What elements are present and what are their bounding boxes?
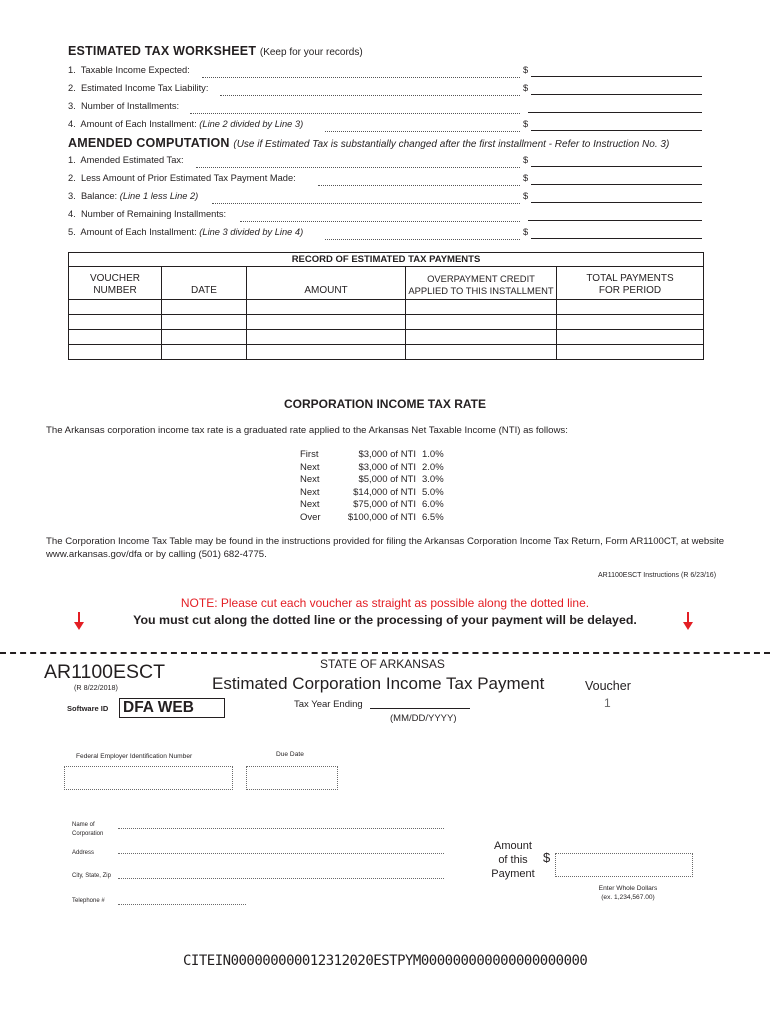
- installment-amount-field[interactable]: [531, 130, 702, 131]
- rate-footer: The Corporation Income Tax Table may be found in the instructions provided for filing the Arkansas Corporation Income Tax Return, Form AR1100CT, at website www.arkansas.gov/dfa or by calling (501) 682-4775.: [46, 536, 725, 560]
- leader-dots: [212, 191, 520, 204]
- voucher-cell[interactable]: [69, 315, 162, 330]
- rate-word: Next: [300, 499, 320, 510]
- phone-input[interactable]: [118, 904, 246, 905]
- fein-input[interactable]: [64, 766, 233, 790]
- date-cell[interactable]: [162, 300, 247, 315]
- name-label: [72, 821, 103, 838]
- line-number: 1.: [68, 65, 76, 75]
- header-line: TOTAL PAYMENTS: [586, 273, 674, 284]
- dollar-sign: $: [523, 83, 529, 93]
- amended-line-5: [68, 227, 702, 241]
- overpayment-cell[interactable]: [406, 345, 557, 360]
- rate-percent: 5.0%: [422, 486, 444, 498]
- leader-dots: [325, 227, 520, 240]
- header-line: NUMBER: [93, 285, 137, 296]
- line-number: 1.: [68, 155, 76, 165]
- rate-amount: $3,000 of NTI: [358, 449, 416, 460]
- rate-word: Next: [300, 486, 320, 498]
- taxable-income-field[interactable]: [531, 76, 702, 77]
- date-format: (MM/DD/YYYY): [390, 713, 457, 724]
- label-line: Name of: [72, 822, 95, 828]
- rate-word: Next: [300, 461, 320, 473]
- dollar-sign: $: [523, 227, 529, 237]
- label-line: Payment: [491, 868, 535, 880]
- voucher-cell[interactable]: [69, 300, 162, 315]
- amount-header: AMOUNT: [247, 267, 406, 300]
- installments-field[interactable]: [528, 112, 702, 113]
- rate-row: [300, 512, 444, 525]
- rate-word: Over: [300, 511, 321, 523]
- line-number: 4.: [68, 209, 76, 219]
- line-label: Number of Remaining Installments:: [80, 209, 227, 219]
- worksheet-note: (Keep for your records): [259, 47, 363, 58]
- rate-percent: 2.0%: [422, 461, 444, 473]
- total-cell[interactable]: [557, 315, 704, 330]
- tax-year-field[interactable]: [370, 708, 470, 709]
- payment-record-table: [68, 252, 704, 360]
- amended-heading: AMENDED COMPUTATION: [68, 136, 230, 150]
- down-arrow-icon: [74, 612, 84, 630]
- amount-cell[interactable]: [247, 330, 406, 345]
- line-label: Taxable Income Expected:: [80, 65, 190, 75]
- amount-cell[interactable]: [247, 315, 406, 330]
- leader-dots: [318, 173, 520, 186]
- rate-row: [300, 487, 444, 500]
- rate-amount: $3,000 of NTI: [358, 461, 416, 473]
- rate-row: [300, 462, 444, 475]
- header-line: FOR PERIOD: [598, 285, 662, 296]
- worksheet-line-3: [68, 101, 702, 115]
- cut-line: [0, 652, 770, 654]
- rate-percent: 6.5%: [422, 511, 444, 523]
- voucher-title: Estimated Corporation Income Tax Payment: [212, 674, 545, 693]
- amended-line-2: [68, 173, 702, 187]
- city-input[interactable]: [118, 878, 444, 879]
- overpayment-header: [406, 267, 557, 300]
- worksheet-line-4: [68, 119, 702, 133]
- total-payments-header: [557, 267, 704, 300]
- prior-payment-field[interactable]: [531, 184, 702, 185]
- amended-tax-field[interactable]: [531, 166, 702, 167]
- rate-percent: 3.0%: [422, 474, 444, 485]
- rate-amount: $100,000 of NTI: [347, 511, 416, 523]
- label-line: of this: [498, 854, 528, 866]
- address-input[interactable]: [118, 853, 444, 854]
- cut-note: NOTE: Please cut each voucher as straight as possible along the dotted line.: [180, 596, 590, 610]
- rate-row: [300, 449, 444, 462]
- date-header: DATE: [162, 267, 247, 300]
- leader-dots: [325, 119, 520, 132]
- label-line: Corporation: [72, 830, 104, 837]
- voucher-number-header: [69, 267, 162, 300]
- header-line: APPLIED TO THIS INSTALLMENT: [408, 285, 554, 296]
- fein-label: Federal Employer Identification Number: [76, 753, 193, 760]
- line-label: Balance:: [80, 191, 118, 201]
- rate-percent: 6.0%: [422, 499, 444, 510]
- line-label: Amount of Each Installment:: [80, 227, 197, 237]
- line-note: (Line 3 divided by Line 4): [199, 227, 304, 237]
- line-number: 4.: [68, 119, 76, 129]
- worksheet-title: [68, 44, 363, 58]
- table-row: [69, 300, 704, 315]
- software-id-value: DFA WEB: [123, 699, 194, 716]
- form-revision: (R 8/22/2018): [74, 683, 118, 692]
- dollar-sign: $: [523, 119, 529, 129]
- whole-dollars-note: [584, 884, 672, 902]
- name-input[interactable]: [118, 828, 444, 829]
- line-label: Amount of Each Installment:: [80, 119, 197, 129]
- voucher-cell[interactable]: [69, 330, 162, 345]
- line-number: 5.: [68, 227, 76, 237]
- table-row: [69, 345, 704, 360]
- rate-row: [300, 474, 444, 487]
- amended-title: [68, 136, 669, 150]
- state-header: STATE OF ARKANSAS: [320, 657, 445, 671]
- rate-amount: $75,000 of NTI: [353, 499, 416, 510]
- dollar-sign: $: [523, 191, 529, 201]
- amount-input[interactable]: [555, 853, 693, 877]
- line-number: 3.: [68, 101, 76, 111]
- leader-dots: [202, 65, 520, 78]
- leader-dots: [240, 209, 520, 222]
- amended-installment-field[interactable]: [531, 238, 702, 239]
- overpayment-cell[interactable]: [406, 300, 557, 315]
- rate-amount: $14,000 of NTI: [353, 486, 416, 498]
- cut-warning: You must cut along the dotted line or the processing of your payment will be delayed.: [133, 613, 637, 627]
- amended-note: (Use if Estimated Tax is substantially changed after the first installment - Refer to Instruction No. 3): [233, 139, 670, 150]
- dollar-sign: $: [523, 65, 529, 75]
- estimated-liability-field[interactable]: [531, 94, 702, 95]
- rate-intro: The Arkansas corporation income tax rate is a graduated rate applied to the Arkansas Net Taxable Income (NTI) as follows:: [46, 425, 568, 436]
- table-row: [69, 315, 704, 330]
- rate-word: First: [300, 449, 319, 460]
- balance-field[interactable]: [531, 202, 702, 203]
- address-label: Address: [72, 850, 95, 856]
- instructions-revision: AR1100ESCT Instructions (R 6/23/16): [598, 572, 717, 579]
- note-line: Enter Whole Dollars: [598, 885, 658, 892]
- dollar-sign: $: [523, 173, 529, 183]
- line-number: 3.: [68, 191, 76, 201]
- header-line: OVERPAYMENT CREDIT: [427, 273, 535, 284]
- voucher-number: 1: [604, 696, 611, 710]
- table-row: [69, 330, 704, 345]
- scanline: CITEIN000000000012312020ESTPYM000000000000000000000: [183, 953, 588, 969]
- remaining-installments-field[interactable]: [528, 220, 702, 221]
- amended-line-3: [68, 191, 702, 205]
- label-line: Amount: [494, 840, 532, 852]
- date-cell[interactable]: [162, 345, 247, 360]
- rate-title: CORPORATION INCOME TAX RATE: [284, 397, 486, 411]
- software-id-label: Software ID: [67, 704, 109, 713]
- leader-dots: [220, 83, 520, 96]
- line-number: 2.: [68, 83, 76, 93]
- total-cell[interactable]: [557, 300, 704, 315]
- total-cell[interactable]: [557, 330, 704, 345]
- amount-dollar-sign: $: [543, 850, 551, 865]
- amount-cell[interactable]: [247, 300, 406, 315]
- line-label: Amended Estimated Tax:: [80, 155, 184, 165]
- down-arrow-icon: [683, 612, 693, 630]
- note-line: (ex. 1,234,567.00): [601, 894, 655, 901]
- line-number: 2.: [68, 173, 76, 183]
- rate-table: [300, 449, 444, 524]
- amount-label: [486, 839, 540, 881]
- overpayment-cell[interactable]: [406, 315, 557, 330]
- line-label: Number of Installments:: [80, 101, 180, 111]
- due-date-input[interactable]: [246, 766, 338, 790]
- date-cell[interactable]: [162, 330, 247, 345]
- software-id-box: [119, 698, 225, 718]
- amended-line-1: [68, 155, 702, 169]
- city-label: City, State, Zip: [72, 873, 111, 879]
- record-caption: RECORD OF ESTIMATED TAX PAYMENTS: [69, 253, 704, 267]
- dollar-sign: $: [523, 155, 529, 165]
- worksheet-line-2: [68, 83, 702, 97]
- voucher-label: Voucher: [585, 679, 631, 693]
- date-cell[interactable]: [162, 315, 247, 330]
- line-note: (Line 1 less Line 2): [119, 191, 199, 201]
- tax-year-label: Tax Year Ending: [294, 699, 363, 710]
- total-cell[interactable]: [557, 345, 704, 360]
- line-label: Estimated Income Tax Liability:: [80, 83, 209, 93]
- leader-dots: [190, 101, 520, 114]
- overpayment-cell[interactable]: [406, 330, 557, 345]
- worksheet-heading: ESTIMATED TAX WORKSHEET: [68, 44, 257, 58]
- amended-line-4: [68, 209, 702, 223]
- phone-label: Telephone #: [72, 898, 105, 904]
- form-number: AR1100ESCT: [44, 661, 166, 683]
- due-date-label: Due Date: [276, 751, 304, 758]
- line-label: Less Amount of Prior Estimated Tax Payment Made:: [80, 173, 296, 183]
- worksheet-line-1: [68, 65, 702, 79]
- amount-cell[interactable]: [247, 345, 406, 360]
- rate-word: Next: [300, 474, 320, 485]
- rate-amount: $5,000 of NTI: [358, 474, 416, 485]
- rate-percent: 1.0%: [422, 449, 444, 460]
- line-note: (Line 2 divided by Line 3): [199, 119, 304, 129]
- voucher-cell[interactable]: [69, 345, 162, 360]
- header-line: VOUCHER: [89, 273, 140, 284]
- rate-row: [300, 499, 444, 512]
- leader-dots: [196, 155, 520, 168]
